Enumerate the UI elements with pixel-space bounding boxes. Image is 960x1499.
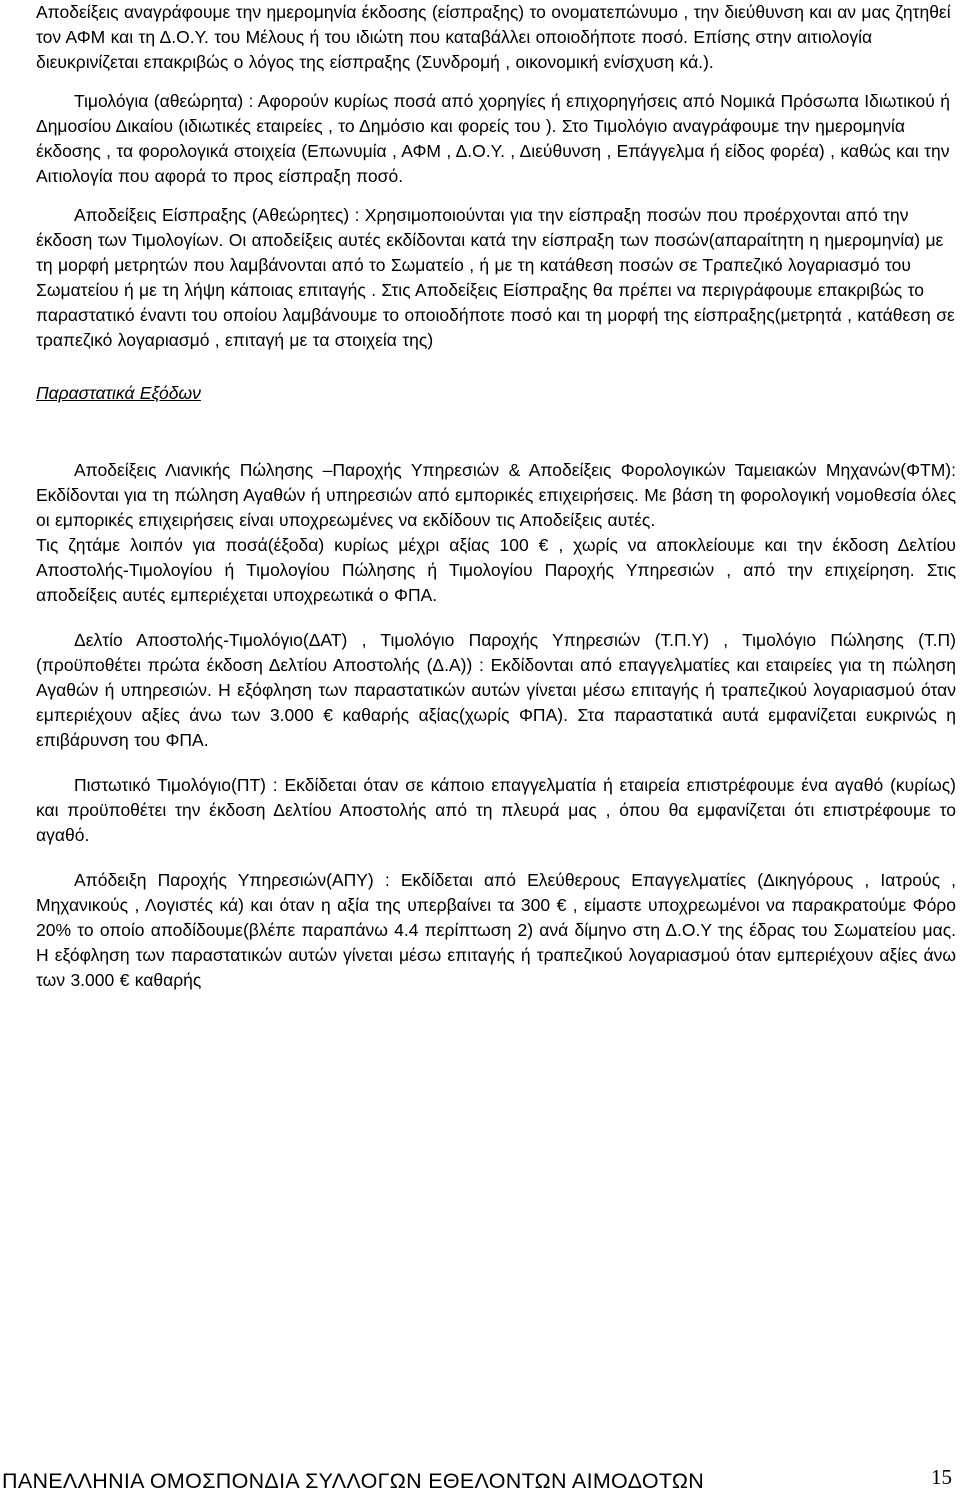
paragraph-collection-receipts: Αποδείξεις Είσπραξης (Αθεώρητες) : Χρησιμοποιούνται για την είσπραξη ποσών που προέρχονται από την έκδοση των Τιμολογίων. Οι αποδείξεις αυτές εκδίδονται κατά την είσπραξη των ποσών(απαραίτητη η ημερομηνία) με τη μορφή μετρητών που λαμβάνονται από το Σωματείο , ή με τη κατάθεση ποσών σε Τραπεζικό λογαριασμό του Σωματείου ή με τη λήψη κάποιας επιταγής . Στις Αποδείξεις Είσπραξης θα πρέπει να περιγράφουμε επακριβώς το παραστατικό έναντι του οποίου λαμβάνουμε το οποιοδήποτε ποσό και τη μορφή της είσπραξης(μετρητά , κατάθεση σε τραπεζικό λογαριασμό , επιταγή με τα στοιχεία της) bbox=[36, 205, 955, 350]
footer-organization-name: ΠΑΝΕΛΛΗΝΙΑ ΟΜΟΣΠΟΝΔΙΑ ΣΥΛΛΟΓΩΝ ΕΘΕΛΟΝΤΩΝ ΑΙΜΟΔΟΤΩΝ bbox=[2, 1469, 705, 1493]
paragraph-delivery-invoices: Δελτίο Αποστολής-Τιμολόγιο(ΔΑΤ) , Τιμολόγιο Παροχής Υπηρεσιών (Τ.Π.Υ) , Τιμολόγιο Πώλησης (Τ.Π)(προϋποθέτει πρώτα έκδοση Δελτίου Αποστολής (Δ.Α)) : Εκδίδονται από επαγγελματίες και εταιρείες για τη πώληση Αγαθών ή υπηρεσιών. Η εξόφληση των παραστατικών αυτών γίνεται μέσω επιταγής ή τραπεζικού λογαριασμού όταν εμπεριέχουν αξίες άνω των 3.000 € καθαρής αξίας(χωρίς ΦΠΑ). Στα παραστατικά αυτά εμφανίζεται ευκρινώς η επιβάρυνση του ΦΠΑ. bbox=[36, 630, 956, 750]
spacer bbox=[36, 848, 956, 868]
paragraph-retail-receipts: Αποδείξεις Λιανικής Πώλησης –Παροχής Υπηρεσιών & Αποδείξεις Φορολογικών Ταμειακών Μηχανών(ΦΤΜ): Εκδίδονται για τη πώληση Αγαθών ή υπηρεσιών από εμπορικές επιχειρήσεις. Με βάση τη φορολογική νομοθεσία όλες οι εμπορικές επιχειρήσεις είναι υποχρεωμένες να εκδίδουν τις Αποδείξεις αυτές. bbox=[36, 460, 956, 530]
spacer bbox=[36, 353, 956, 373]
paragraph-invoices: Τιμολόγια (αθεώρητα) : Αφορούν κυρίως ποσά από χορηγίες ή επιχορηγήσεις από Νομικά Πρόσωπα Ιδιωτικού ή Δημοσίου Δικαίου (ιδιωτικές εταιρείες , το Δημόσιο και φορείς του ). Στο Τιμολόγιο αναγράφουμε την ημερομηνία έκδοσης , τα φορολογικά στοιχεία (Επωνυμία , ΑΦΜ , Δ.Ο.Υ. , Διεύθυνση , Επάγγελμα ή είδος φορέα) , καθώς και την Αιτιολογία που αφορά το προς είσπραξη ποσό. bbox=[36, 91, 950, 186]
spacer bbox=[36, 406, 956, 458]
paragraph-expense-limits: Τις ζητάμε λοιπόν για ποσά(έξοδα) κυρίως μέχρι αξίας 100 € , χωρίς να αποκλείουμε και την έκδοση Δελτίου Αποστολής-Τιμολογίου ή Τιμολογίου Πώλησης ή Τιμολογίου Παροχής Υπηρεσιών , από την επιχείρηση. Στις αποδείξεις αυτές εμπεριέχεται υποχρεωτικά ο ΦΠΑ. bbox=[36, 535, 956, 605]
spacer bbox=[36, 753, 956, 773]
paragraph-receipts-intro: Αποδείξεις αναγράφουμε την ημερομηνία έκδοσης (είσπραξης) το ονοματεπώνυμο , την διεύθυνση και αν μας ζητηθεί τον ΑΦΜ και τη Δ.Ο.Υ. του Μέλους ή του ιδιώτη που καταβάλλει οποιοδήποτε ποσό. Επίσης στην αιτιολογία διευκρινίζεται επακριβώς ο λόγος της είσπραξης (Συνδρομή , οικονομική ενίσχυση κά.). bbox=[36, 2, 951, 72]
paragraph-credit-invoice: Πιστωτικό Τιμολόγιο(ΠΤ) : Εκδίδεται όταν σε κάποιο επαγγελματία ή εταιρεία επιστρέφουμε ένα αγαθό (κυρίως) και προϋποθέτει την έκδοση Δελτίου Αποστολής από τη πλευρά μας , όπου θα εμφανίζεται ότι επιστρέφουμε το αγαθό. bbox=[36, 775, 956, 845]
section-heading-expenses: Παραστατικά Εξόδων bbox=[36, 383, 201, 403]
spacer bbox=[36, 189, 956, 203]
paragraph-service-receipt: Απόδειξη Παροχής Υπηρεσιών(ΑΠΥ) : Εκδίδεται από Ελεύθερους Επαγγελματίες (Δικηγόρους , Ιατρούς , Μηχανικούς , Λογιστές κά) και όταν η αξία της υπερβαίνει τα 300 € , είμαστε υποχρεωμένοι να παρακρατούμε Φόρο 20% το οποίο αποδίδουμε(βλέπε παραπάνω 4.4 περίπτωση 2) ανά δίμηνο στη Δ.Ο.Υ της έδρας του Σωματείου μας. Η εξόφληση των παραστατικών αυτών γίνεται μέσω επιταγής ή τραπεζικού λογαριασμού όταν εμπεριέχουν αξίες άνω των 3.000 € καθαρής bbox=[36, 870, 956, 990]
document-page bbox=[36, 0, 956, 993]
page-number: 15 bbox=[931, 1465, 952, 1489]
spacer bbox=[36, 75, 956, 89]
page-footer bbox=[2, 1466, 958, 1496]
spacer bbox=[36, 608, 956, 628]
